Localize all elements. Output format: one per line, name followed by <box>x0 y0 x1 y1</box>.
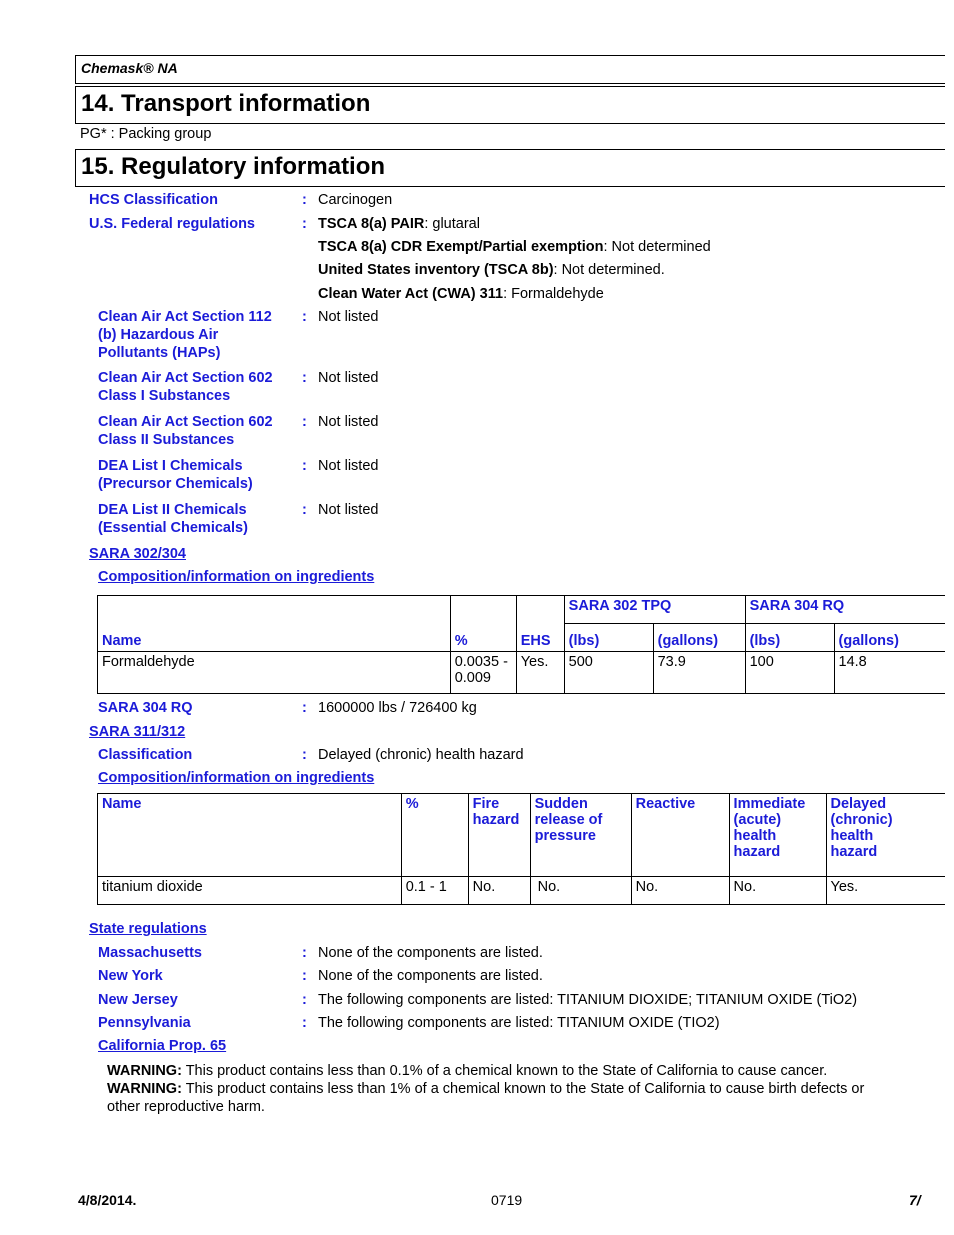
federal-line-1: TSCA 8(a) PAIR: glutaral <box>318 216 480 232</box>
sara302-header-rq: SARA 304 RQ <box>745 596 945 624</box>
sara302-heading: SARA 302/304 <box>89 546 186 562</box>
sara302-header-rq-lbs: (lbs) <box>745 624 834 652</box>
cell-delayed: Yes. <box>826 877 945 905</box>
sara302-header-rq-gal: (gallons) <box>834 624 945 652</box>
state-label-massachusetts: Massachusetts <box>98 945 202 961</box>
colon: : <box>302 502 307 518</box>
state-label-new-jersey: New Jersey <box>98 992 178 1008</box>
sara302-header-tpq-lbs: (lbs) <box>564 624 653 652</box>
colon: : <box>302 700 307 716</box>
sara311-header-immediate: Immediate (acute) health hazard <box>729 794 826 877</box>
cell-ehs: Yes. <box>516 652 564 694</box>
classification-label: Classification <box>98 747 193 763</box>
cell-rq-gal: 14.8 <box>834 652 945 694</box>
sara311-header-fire: Fire hazard <box>468 794 530 877</box>
sara302-header-pct: % <box>450 596 516 652</box>
colon: : <box>302 1015 307 1031</box>
federal-line-3: United States inventory (TSCA 8b): Not determined. <box>318 262 665 278</box>
sara302-header-name: Name <box>98 596 451 652</box>
sara311-header-pct: % <box>401 794 468 877</box>
sara311-heading: SARA 311/312 <box>89 724 186 740</box>
caa602-class2-label: Clean Air Act Section 602 Class II Substances <box>98 414 273 448</box>
colon: : <box>302 309 307 325</box>
section-15-header <box>75 149 945 187</box>
hcs-value: Carcinogen <box>318 192 393 208</box>
colon: : <box>302 192 307 208</box>
federal-line-4: Clean Water Act (CWA) 311: Formaldehyde <box>318 286 604 302</box>
packing-group-note: PG* : Packing group <box>80 126 212 142</box>
sara302-header-tpq: SARA 302 TPQ <box>564 596 745 624</box>
cell-sudden: No. <box>530 877 631 905</box>
sara302-comp-heading: Composition/information on ingredients <box>98 569 375 585</box>
sara311-header-name: Name <box>98 794 402 877</box>
cell-tpq-lbs: 500 <box>564 652 653 694</box>
federal-line-2: TSCA 8(a) CDR Exempt/Partial exemption: Not determined <box>318 239 711 255</box>
prop65-warning-2: WARNING: This product contains less than 1% of a chemical known to the State of California to cause birth defects or <box>107 1081 865 1097</box>
colon: : <box>302 216 307 232</box>
state-label-new-york: New York <box>98 968 163 984</box>
state-regulations-heading: State regulations <box>89 921 207 937</box>
prop65-warnings <box>107 1062 937 1116</box>
cell-reactive: No. <box>631 877 729 905</box>
sara311-header-sudden: Sudden release of pressure <box>530 794 631 877</box>
colon: : <box>302 414 307 430</box>
sara311-comp-heading: Composition/information on ingredients <box>98 770 375 786</box>
sara302-table <box>97 595 945 694</box>
colon: : <box>302 458 307 474</box>
sara311-table <box>97 793 945 905</box>
product-name: Chemask® NA <box>81 60 178 76</box>
state-label-pennsylvania: Pennsylvania <box>98 1015 191 1031</box>
cell-tpq-gal: 73.9 <box>653 652 745 694</box>
classification-value: Delayed (chronic) health hazard <box>318 747 524 763</box>
dea-list1-value: Not listed <box>318 458 379 474</box>
caa112-label: Clean Air Act Section 112 (b) Hazardous Air Pollutants (HAPs) <box>98 309 272 361</box>
sara302-header-ehs: EHS <box>516 596 564 652</box>
colon: : <box>302 370 307 386</box>
colon: : <box>302 968 307 984</box>
dea-list2-value: Not listed <box>318 502 379 518</box>
footer-page: 7/ <box>909 1192 921 1208</box>
hcs-label: HCS Classification <box>89 192 218 208</box>
cell-fire: No. <box>468 877 530 905</box>
caa602-class1-value: Not listed <box>318 370 379 386</box>
prop65-heading: California Prop. 65 <box>98 1038 227 1054</box>
cell-name: Formaldehyde <box>98 652 451 694</box>
section-14-header <box>75 86 945 124</box>
colon: : <box>302 747 307 763</box>
state-value-pennsylvania: The following components are listed: TITANIUM OXIDE (TIO2) <box>318 1015 720 1031</box>
table-row <box>98 652 946 694</box>
caa112-value: Not listed <box>318 309 379 325</box>
footer-code: 0719 <box>491 1192 523 1208</box>
cell-name: titanium dioxide <box>98 877 402 905</box>
colon: : <box>302 945 307 961</box>
product-header-box <box>75 55 945 84</box>
caa602-class1-label: Clean Air Act Section 602 Class I Substances <box>98 370 273 404</box>
colon: : <box>302 992 307 1008</box>
sara311-header-delayed: Delayed (chronic) health hazard <box>826 794 945 877</box>
sara311-header-reactive: Reactive <box>631 794 729 877</box>
state-value-new-jersey: The following components are listed: TITANIUM DIOXIDE; TITANIUM OXIDE (TiO2) <box>318 992 858 1008</box>
cell-immediate: No. <box>729 877 826 905</box>
table-row <box>98 877 946 905</box>
caa602-class2-value: Not listed <box>318 414 379 430</box>
sara304-rq-label: SARA 304 RQ <box>98 700 193 716</box>
section-15-title: 15. Regulatory information <box>81 153 386 180</box>
sara302-header-tpq-gal: (gallons) <box>653 624 745 652</box>
prop65-warning-2-cont: other reproductive harm. <box>107 1099 265 1115</box>
sara304-rq-value: 1600000 lbs / 726400 kg <box>318 700 477 716</box>
cell-pct: 0.0035 - 0.009 <box>450 652 516 694</box>
footer-date: 4/8/2014. <box>78 1192 137 1208</box>
prop65-warning-1: WARNING: This product contains less than 0.1% of a chemical known to the State of California to cause cancer. <box>107 1063 828 1079</box>
state-value-new-york: None of the components are listed. <box>318 968 543 984</box>
state-value-massachusetts: None of the components are listed. <box>318 945 543 961</box>
dea-list1-label: DEA List I Chemicals (Precursor Chemicals) <box>98 458 253 492</box>
dea-list2-label: DEA List II Chemicals (Essential Chemicals) <box>98 502 248 536</box>
section-14-title: 14. Transport information <box>81 90 371 117</box>
federal-label: U.S. Federal regulations <box>89 216 255 232</box>
cell-rq-lbs: 100 <box>745 652 834 694</box>
cell-pct: 0.1 - 1 <box>401 877 468 905</box>
